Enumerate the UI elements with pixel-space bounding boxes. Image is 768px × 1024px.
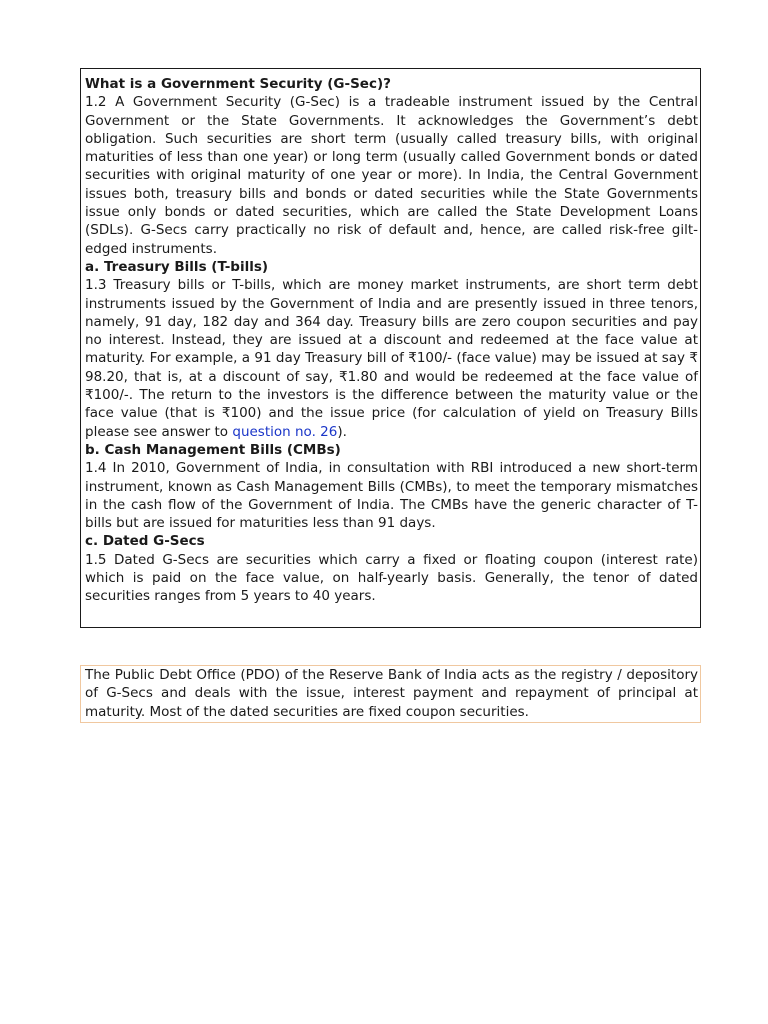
paragraph-1-3	[85, 276, 698, 441]
heading-treasury-bills: a. Treasury Bills (T-bills)	[85, 258, 269, 275]
pdo-note-box	[80, 665, 701, 723]
paragraph-1-2: 1.2 A Government Security (G-Sec) is a tradeable instrument issued by the Central Government or the State Governments. It acknowledges the Government’s debt obligation. Such securities are short term (usually called treasury bills, with original maturities of less than one year) or long term (usually called Government bonds or dated securities with original maturity of one year or more). In India, the Central Government issues both, treasury bills and bonds or dated securities while the State Governments issue only bonds or dated securities, which are called the State Development Loans (SDLs). G-Secs carry practically no risk of default and, hence, are called risk-free gilt-edged instruments.	[85, 94, 698, 257]
section-title: What is a Government Security (G-Sec)?	[85, 76, 391, 92]
paragraph-1-3-text: 1.3 Treasury bills or T-bills, which are money market instruments, are short term debt instruments issued by the Government of India and are presently issued in three tenors, namely, 91 day, 182 day and 364 day. Treasury bills are zero coupon securities and pay no interest. Instead, they are issued at a discount and redeemed at the face value at maturity. For example, a 91 day Treasury bill of ₹100/- (face value) may be issued at say ₹ 98.20, that is, at a discount of say, ₹1.80 and would be redeemed at the face value of ₹100/-. The return to the investors is the difference between the maturity value or the face value (that is ₹100) and the issue price (for calculation of yield on Treasury Bills please see answer to	[85, 277, 698, 440]
heading-cash-management-bills: b. Cash Management Bills (CMBs)	[85, 441, 341, 458]
heading-dated-gsecs: c. Dated G-Secs	[85, 533, 205, 550]
paragraph-1-3-end: ).	[337, 423, 347, 440]
paragraph-1-5: 1.5 Dated G-Secs are securities which carry a fixed or floating coupon (interest rate) which is paid on the face value, on half-yearly basis. Generally, the tenor of dated securities ranges from 5 years to 40 years.	[85, 551, 698, 605]
question-26-link[interactable]: question no. 26	[232, 423, 338, 440]
gsec-info-box	[80, 68, 701, 628]
pdo-note-text: The Public Debt Office (PDO) of the Reserve Bank of India acts as the registry / depository of G-Secs and deals with the issue, interest payment and repayment of principal at maturity. Most of the dated securities are fixed coupon securities.	[85, 667, 698, 720]
paragraph-1-4: 1.4 In 2010, Government of India, in consultation with RBI introduced a new short-term instrument, known as Cash Management Bills (CMBs), to meet the temporary mismatches in the cash flow of the Government of India. The CMBs have the generic character of T-bills but are issued for maturities less than 91 days.	[85, 460, 698, 532]
